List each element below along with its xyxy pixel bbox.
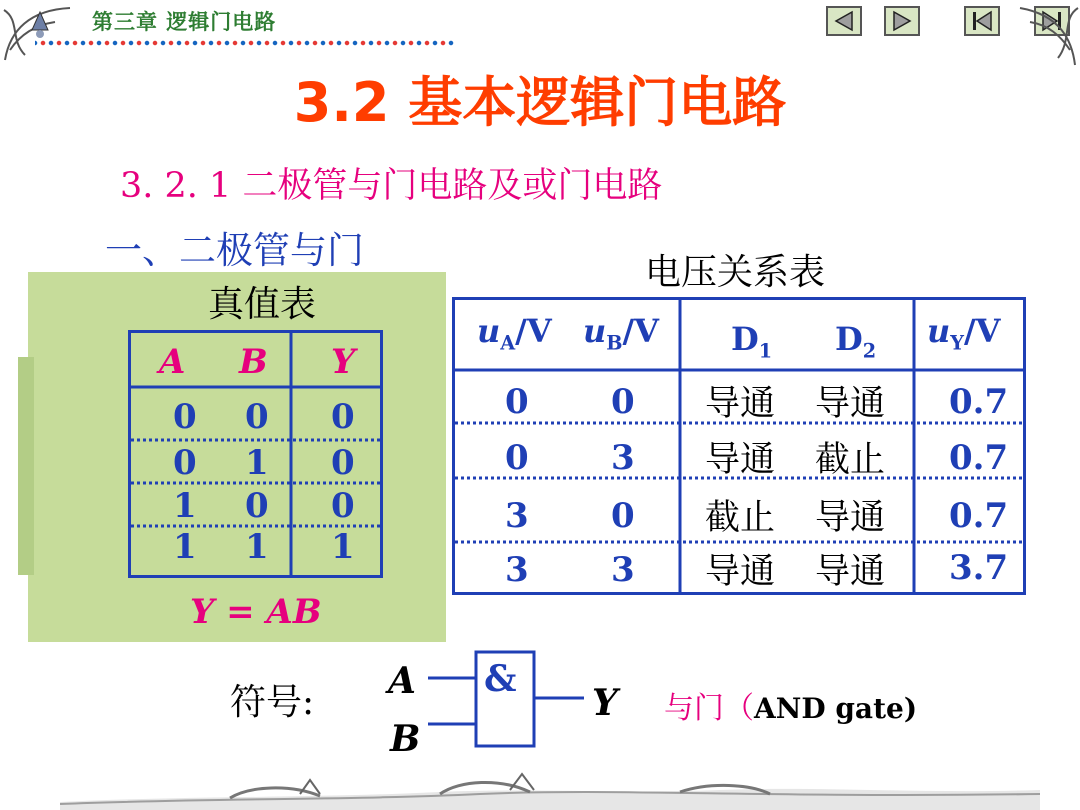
skip-to-start-icon (970, 10, 994, 32)
truth-cell: 1 (245, 527, 269, 567)
next-page-button[interactable] (884, 6, 920, 36)
triangle-left-icon (832, 10, 856, 32)
gate-input-a-label: A (388, 660, 416, 702)
previous-page-button[interactable] (826, 6, 862, 36)
gate-name: 与门（AND gate) (664, 691, 918, 726)
triangle-right-icon (890, 10, 914, 32)
chapter-title: 第三章 逻辑门电路 (92, 10, 277, 34)
cell-ua: 0 (505, 438, 529, 478)
cell-ua: 3 (505, 550, 529, 590)
cell-ua: 0 (505, 382, 529, 422)
cell-ub: 3 (611, 550, 635, 590)
truth-cell: 1 (331, 527, 355, 567)
cell-d2: 导通 (815, 384, 886, 424)
truth-cell: 0 (173, 397, 197, 437)
truth-table-title: 真值表 (207, 284, 316, 325)
header-uy: $u_Y/V$ (927, 312, 1001, 355)
gate-and-mark: & (484, 658, 517, 700)
section-heading: 一、二极管与门 (105, 229, 364, 272)
cell-ub: 3 (611, 438, 635, 478)
truth-cell: 0 (331, 443, 355, 483)
header-d1: $D_1$ (731, 320, 773, 363)
cell-d2: 导通 (815, 498, 886, 538)
gate-input-b-label: B (390, 718, 421, 760)
symbol-label: 符号: (230, 682, 315, 723)
page-title: 3.2 基本逻辑门电路 (293, 71, 787, 134)
gate-output-label: Y (592, 682, 618, 724)
truth-table (128, 330, 383, 578)
truth-cell: 0 (245, 397, 269, 437)
truth-cell: 0 (245, 486, 269, 526)
truth-header-b: B (239, 342, 268, 382)
truth-cell: 1 (173, 527, 197, 567)
first-page-button[interactable] (964, 6, 1000, 36)
truth-cell: 1 (173, 486, 197, 526)
cell-uy: 0.7 (949, 496, 1009, 536)
voltage-table (452, 297, 1026, 595)
truth-cell: 0 (173, 443, 197, 483)
subsection-title: 3. 2. 1 二极管与门电路及或门电路 (120, 166, 663, 206)
cell-d1: 导通 (705, 384, 776, 424)
voltage-table-title: 电压关系表 (645, 252, 826, 293)
header-ua: $u_A/V$ (477, 312, 552, 355)
cell-ua: 3 (505, 496, 529, 536)
logic-formula: Y = AB (190, 592, 322, 632)
header-ub: $u_B/V$ (583, 312, 659, 355)
truth-table-shadow (18, 357, 34, 575)
truth-header-y: Y (331, 342, 356, 382)
cell-d1: 导通 (705, 440, 776, 480)
truth-header-a: A (159, 342, 186, 382)
cell-ub: 0 (611, 382, 635, 422)
header-d2: $D_2$ (835, 320, 877, 363)
cell-d1: 截止 (705, 498, 776, 538)
cell-uy: 3.7 (949, 548, 1009, 588)
cell-d2: 导通 (815, 552, 886, 592)
cell-uy: 0.7 (949, 438, 1009, 478)
truth-cell: 1 (245, 443, 269, 483)
decorative-landscape (60, 768, 1040, 810)
header-divider (35, 40, 455, 46)
cell-d2: 截止 (815, 440, 886, 480)
cell-uy: 0.7 (949, 382, 1009, 422)
cell-d1: 导通 (705, 552, 776, 592)
truth-cell: 0 (331, 397, 355, 437)
truth-cell: 0 (331, 486, 355, 526)
cell-ub: 0 (611, 496, 635, 536)
